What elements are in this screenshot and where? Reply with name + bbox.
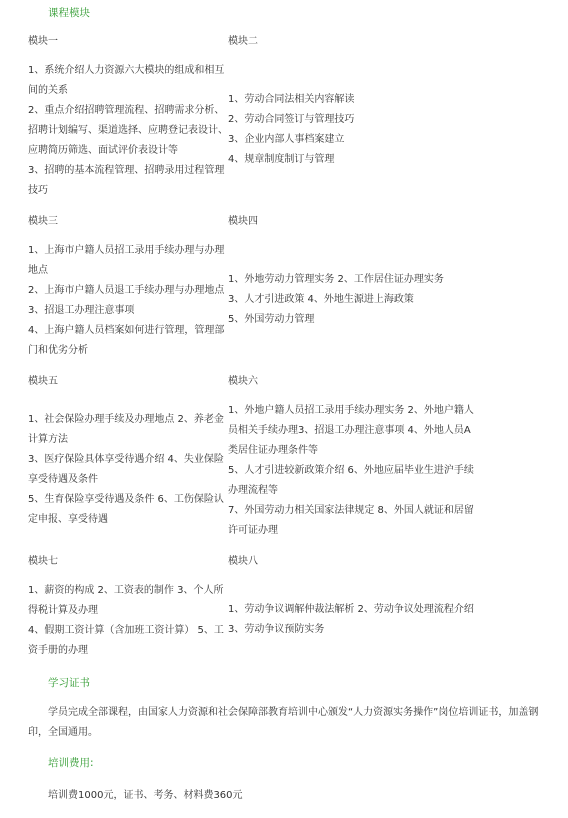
- module-4: [228, 215, 548, 325]
- list-item: 3、招聘的基本流程管理、招聘录用过程管理技巧: [28, 165, 225, 196]
- list-item: 1、劳动争议调解仲裁法解析 2、劳动争议处理流程介绍: [228, 604, 474, 615]
- list-item: 2、劳动合同签订与管理技巧: [228, 114, 355, 125]
- list-item: 1、薪资的构成 2、工资表的制作 3、个人所得税计算及办理: [28, 585, 224, 616]
- module-title: 模块五: [28, 376, 58, 387]
- module-2: [228, 35, 548, 165]
- module-3: [28, 215, 228, 356]
- fees-heading: 培训费用:: [48, 757, 94, 769]
- certificate-heading: 学习证书: [48, 677, 90, 689]
- module-title: 模块四: [228, 216, 258, 227]
- list-item: 1、劳动合同法相关内容解读: [228, 94, 355, 105]
- module-items: [28, 581, 228, 661]
- list-item: 1、系统介绍人力资源六大模块的组成和相互间的关系: [28, 65, 225, 96]
- list-item: 7、外国劳动力相关国家法律规定 8、外国人就证和居留许可证办理: [228, 505, 474, 536]
- list-item: 5、生育保险享受待遇及条件 6、工伤保险认定申报、享受待遇: [28, 494, 224, 525]
- list-item: 1、外地劳动力管理实务 2、工作居住证办理实务: [228, 274, 444, 285]
- module-items: [228, 401, 478, 541]
- fees-text: 培训费1000元，证书、考务、材料费360元: [48, 790, 243, 801]
- module-items: [28, 61, 228, 201]
- module-title: 模块七: [28, 556, 58, 567]
- list-item: 2、上海市户籍人员退工手续办理与办理地点: [28, 285, 225, 296]
- module-7: [28, 555, 228, 656]
- list-item: 3、人才引进政策 4、外地生源进上海政策: [228, 294, 414, 305]
- list-item: 4、假期工资计算（含加班工资计算） 5、工资手册的办理: [28, 625, 224, 656]
- list-item: 3、医疗保险具体享受待遇介绍 4、失业保险享受待遇及条件: [28, 454, 224, 485]
- module-items: [228, 90, 548, 170]
- list-item: 1、社会保险办理手续及办理地点 2、养老金计算方法: [28, 414, 224, 445]
- module-items: [228, 270, 548, 330]
- module-5: [28, 375, 228, 525]
- module-1: [28, 35, 228, 196]
- certificate-text: 学员完成全部课程，由国家人力资源和社会保障部教育培训中心颁发“人力资源实务操作”岗位培训证书，加盖钢印，全国通用。: [28, 707, 539, 738]
- module-items: [28, 410, 228, 530]
- list-item: 1、上海市户籍人员招工录用手续办理与办理地点: [28, 245, 225, 276]
- module-title: 模块六: [228, 376, 258, 387]
- course-modules-heading: 课程模块: [48, 7, 90, 19]
- module-title: 模块一: [28, 36, 58, 47]
- module-8: [228, 555, 548, 635]
- list-item: 5、外国劳动力管理: [228, 314, 315, 325]
- module-items: [28, 241, 228, 361]
- module-title: 模块三: [28, 216, 58, 227]
- list-item: 3、劳动争议预防实务: [228, 624, 325, 635]
- list-item: 5、人才引进较新政策介绍 6、外地应届毕业生进沪手续办理流程等: [228, 465, 474, 496]
- list-item: 1、外地户籍人员招工录用手续办理实务 2、外地户籍人员相关手续办理3、招退工办理注意事项 4、外地人员A类居住证办理条件等: [228, 405, 474, 456]
- module-items: [228, 600, 548, 640]
- module-title: 模块八: [228, 556, 258, 567]
- module-6: [228, 375, 478, 536]
- list-item: 2、重点介绍招聘管理流程、招聘需求分析、招聘计划编写、渠道选择、应聘登记表设计、应聘简历筛选、面试评价表设计等: [28, 105, 228, 156]
- list-item: 3、企业内部人事档案建立: [228, 134, 345, 145]
- list-item: 4、规章制度制订与管理: [228, 154, 335, 165]
- list-item: 4、上海户籍人员档案如何进行管理，管理部门和优劣分析: [28, 325, 225, 356]
- list-item: 3、招退工办理注意事项: [28, 305, 135, 316]
- module-title: 模块二: [228, 36, 258, 47]
